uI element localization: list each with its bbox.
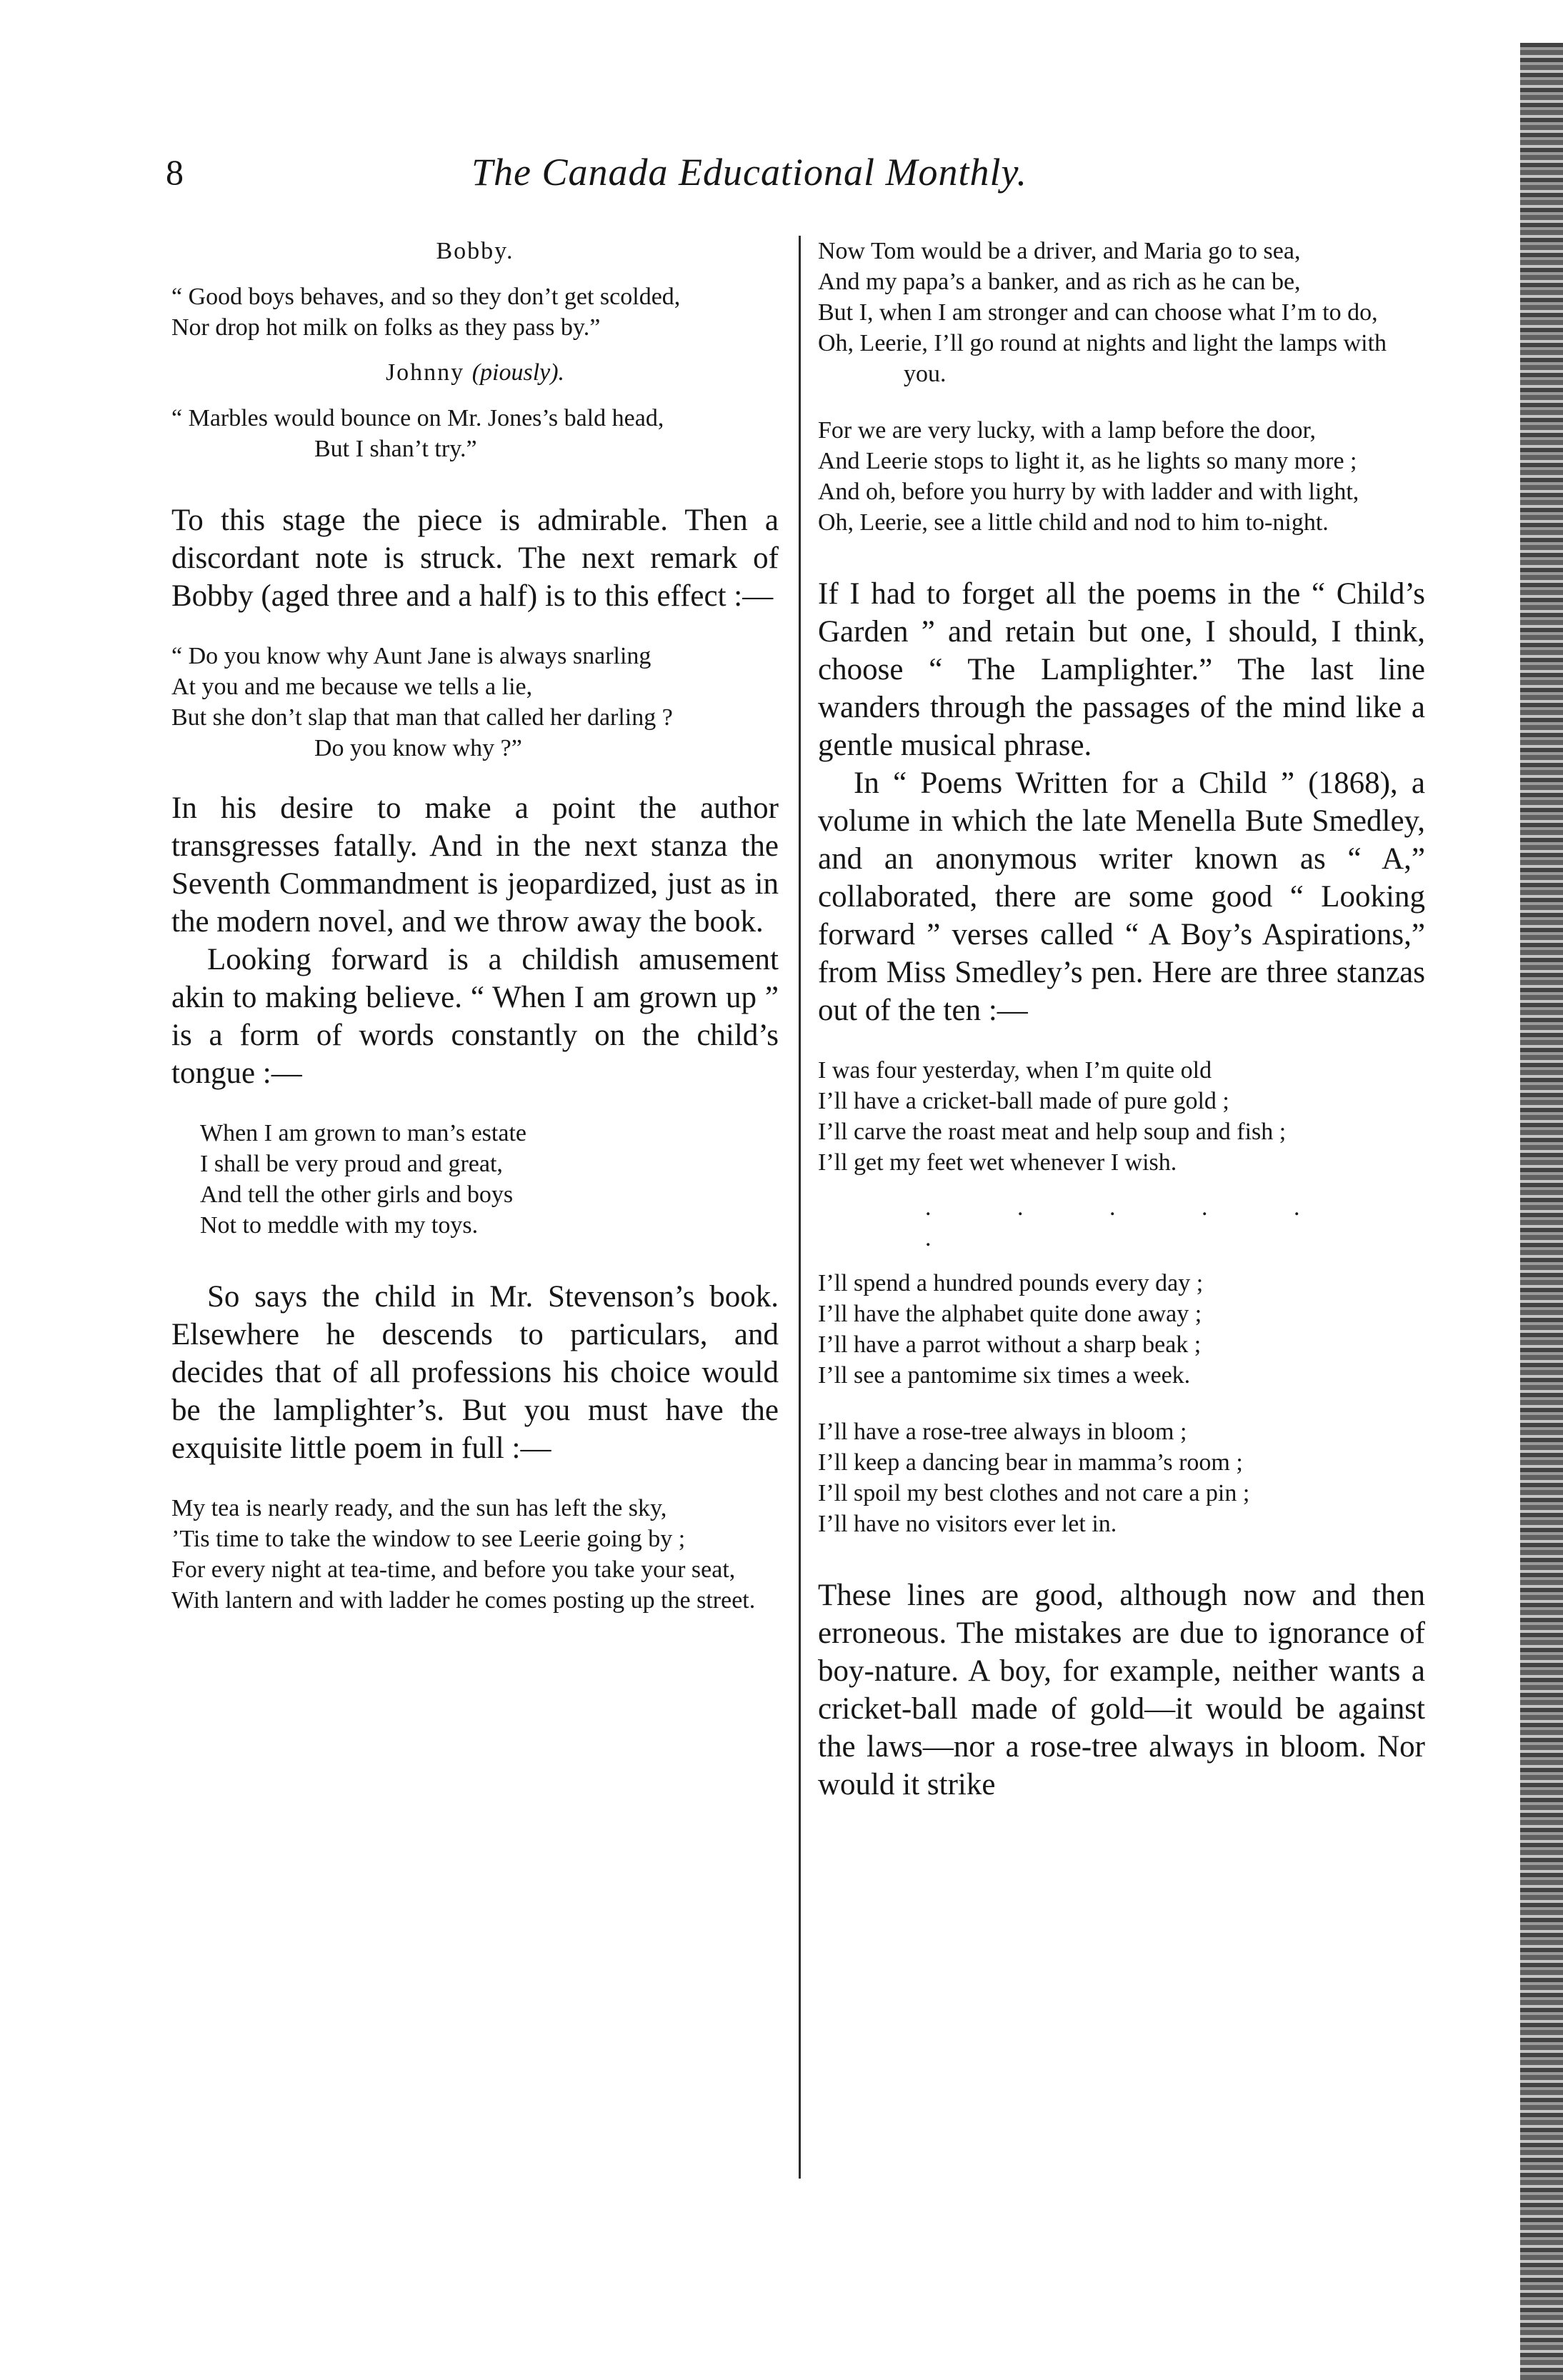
- aspirations-stanza-3: [818, 1416, 1425, 1539]
- verse-line: “ Marbles would bounce on Mr. Jones’s bald head,: [171, 405, 664, 431]
- verse-line: Oh, Leerie, see a little child and nod to him to-night.: [818, 509, 1329, 536]
- stanza-break-dots: . . . . . .: [925, 1194, 1340, 1251]
- verse-line: But she don’t slap that man that called her darling ?: [171, 704, 673, 731]
- lamplighter-stanza-1: [171, 1493, 779, 1616]
- paragraph: Looking forward is a childish amusement akin to making believe. “ When I am grown up ” is a form of words constantly on the child’s tongue :—: [171, 943, 779, 1090]
- lamplighter-stanza-3: [818, 415, 1425, 538]
- verse-line: For we are very lucky, with a lamp before the door,: [818, 417, 1316, 444]
- paragraph: To this stage the piece is admirable. Then a discordant note is struck. The next remark of Bobby (aged three and a half) is to this effect :—: [171, 504, 779, 613]
- verse-line: I’ll spend a hundred pounds every day ;: [818, 1270, 1204, 1296]
- verse-line: I’ll have a rose-tree always in bloom ;: [818, 1419, 1187, 1445]
- verse-line: Not to meddle with my toys.: [200, 1212, 479, 1239]
- johnny-verse: [171, 403, 779, 464]
- running-title: The Canada Educational Monthly.: [471, 151, 1027, 194]
- verse-line: “ Do you know why Aunt Jane is always snarling: [171, 643, 651, 669]
- verse-line: I’ll see a pantomime six times a week.: [818, 1362, 1191, 1389]
- grown-up-verse: [171, 1118, 779, 1241]
- speaker-bobby: Bobby.: [436, 238, 514, 264]
- paragraph: So says the child in Mr. Stevenson’s book. Elsewhere he descends to particulars, and decides that of all professions his choice would be the lamplighter’s. But you must have the exquisite little poem in full :—: [171, 1280, 779, 1465]
- speaker-johnny: [171, 357, 779, 389]
- verse-line: And oh, before you hurry by with ladder and with light,: [818, 479, 1359, 505]
- verse-line: I’ll carve the roast meat and help soup and fish ;: [818, 1119, 1287, 1145]
- lamplighter-stanza-2: [818, 236, 1425, 389]
- column-divider: [799, 236, 801, 2179]
- paragraph: These lines are good, although now and then erroneous. The mistakes are due to ignorance of boy-nature. A boy, for example, neither wants a cricket-ball made of gold—it would be against the laws—nor a rose-tree always in bloom. Nor would it strike: [818, 1579, 1425, 1801]
- verse-line: I was four yesterday, when I’m quite old: [818, 1057, 1212, 1084]
- bobby-verse: [171, 281, 779, 343]
- verse-line: Nor drop hot milk on folks as they pass by.”: [171, 314, 601, 341]
- verse-line: At you and me because we tells a lie,: [171, 674, 533, 700]
- speaker-johnny-name: Johnny: [385, 359, 465, 386]
- aspirations-stanza-1: [818, 1055, 1425, 1178]
- verse-line: Now Tom would be a driver, and Maria go to sea,: [818, 238, 1301, 264]
- verse-line: I’ll spoil my best clothes and not care a pin ;: [818, 1480, 1250, 1506]
- verse-line: I’ll have a cricket-ball made of pure gold ;: [818, 1088, 1229, 1114]
- paragraph: If I had to forget all the poems in the “ Child’s Garden ” and retain but one, I should, I think, choose “ The Lamplighter.” The last line wanders through the passages of the mind like a gentle musical phrase.: [818, 577, 1425, 762]
- verse-line: When I am grown to man’s estate: [200, 1120, 526, 1146]
- verse-line: ’Tis time to take the window to see Leerie going by ;: [171, 1526, 686, 1552]
- verse-line: Oh, Leerie, I’ll go round at nights and light the lamps with you.: [818, 330, 1387, 387]
- verse-line: “ Good boys behaves, and so they don’t get scolded,: [171, 284, 681, 310]
- left-column: [171, 236, 779, 1616]
- verse-line: And Leerie stops to light it, as he lights so many more ;: [818, 448, 1357, 474]
- verse-line: And tell the other girls and boys: [200, 1181, 514, 1208]
- paragraph: In his desire to make a point the author transgresses fatally. And in the next stanza the Seventh Commandment is jeopardized, just as in the modern novel, and we throw away the book.: [171, 791, 779, 939]
- verse-line: But I shan’t try.”: [314, 436, 477, 462]
- verse-line: My tea is nearly ready, and the sun has left the sky,: [171, 1495, 667, 1521]
- verse-line: I’ll have the alphabet quite done away ;: [818, 1301, 1202, 1327]
- verse-line: Do you know why ?”: [314, 735, 522, 761]
- aspirations-stanza-2: [818, 1268, 1425, 1391]
- verse-line: But I, when I am stronger and can choose what I’m to do,: [818, 299, 1378, 326]
- aunt-jane-verse: [171, 641, 779, 764]
- page-number: 8: [166, 152, 184, 192]
- right-column: [818, 236, 1425, 1804]
- page-edge-shadow: [1520, 43, 1563, 2380]
- verse-line: I’ll get my feet wet whenever I wish.: [818, 1149, 1177, 1176]
- verse-line: I’ll have a parrot without a sharp beak ;: [818, 1331, 1202, 1358]
- stage-direction: (piously).: [471, 359, 565, 386]
- paragraph: In “ Poems Written for a Child ” (1868), a volume in which the late Menella Bute Smedley, and an anonymous writer known as “ A,” collaborated, there are some good “ Looking forward ” verses called “ A Boy’s Aspirations,” from Miss Smedley’s pen. Here are three stanzas out of the ten :—: [818, 766, 1425, 1027]
- verse-line: I shall be very proud and great,: [200, 1151, 503, 1177]
- verse-line: I’ll have no visitors ever let in.: [818, 1511, 1117, 1537]
- verse-line: And my papa’s a banker, and as rich as he can be,: [818, 269, 1301, 295]
- verse-line: I’ll keep a dancing bear in mamma’s room ;: [818, 1449, 1243, 1476]
- verse-line: For every night at tea-time, and before you take your seat,: [171, 1556, 736, 1583]
- verse-line: With lantern and with ladder he comes posting up the street.: [171, 1587, 756, 1614]
